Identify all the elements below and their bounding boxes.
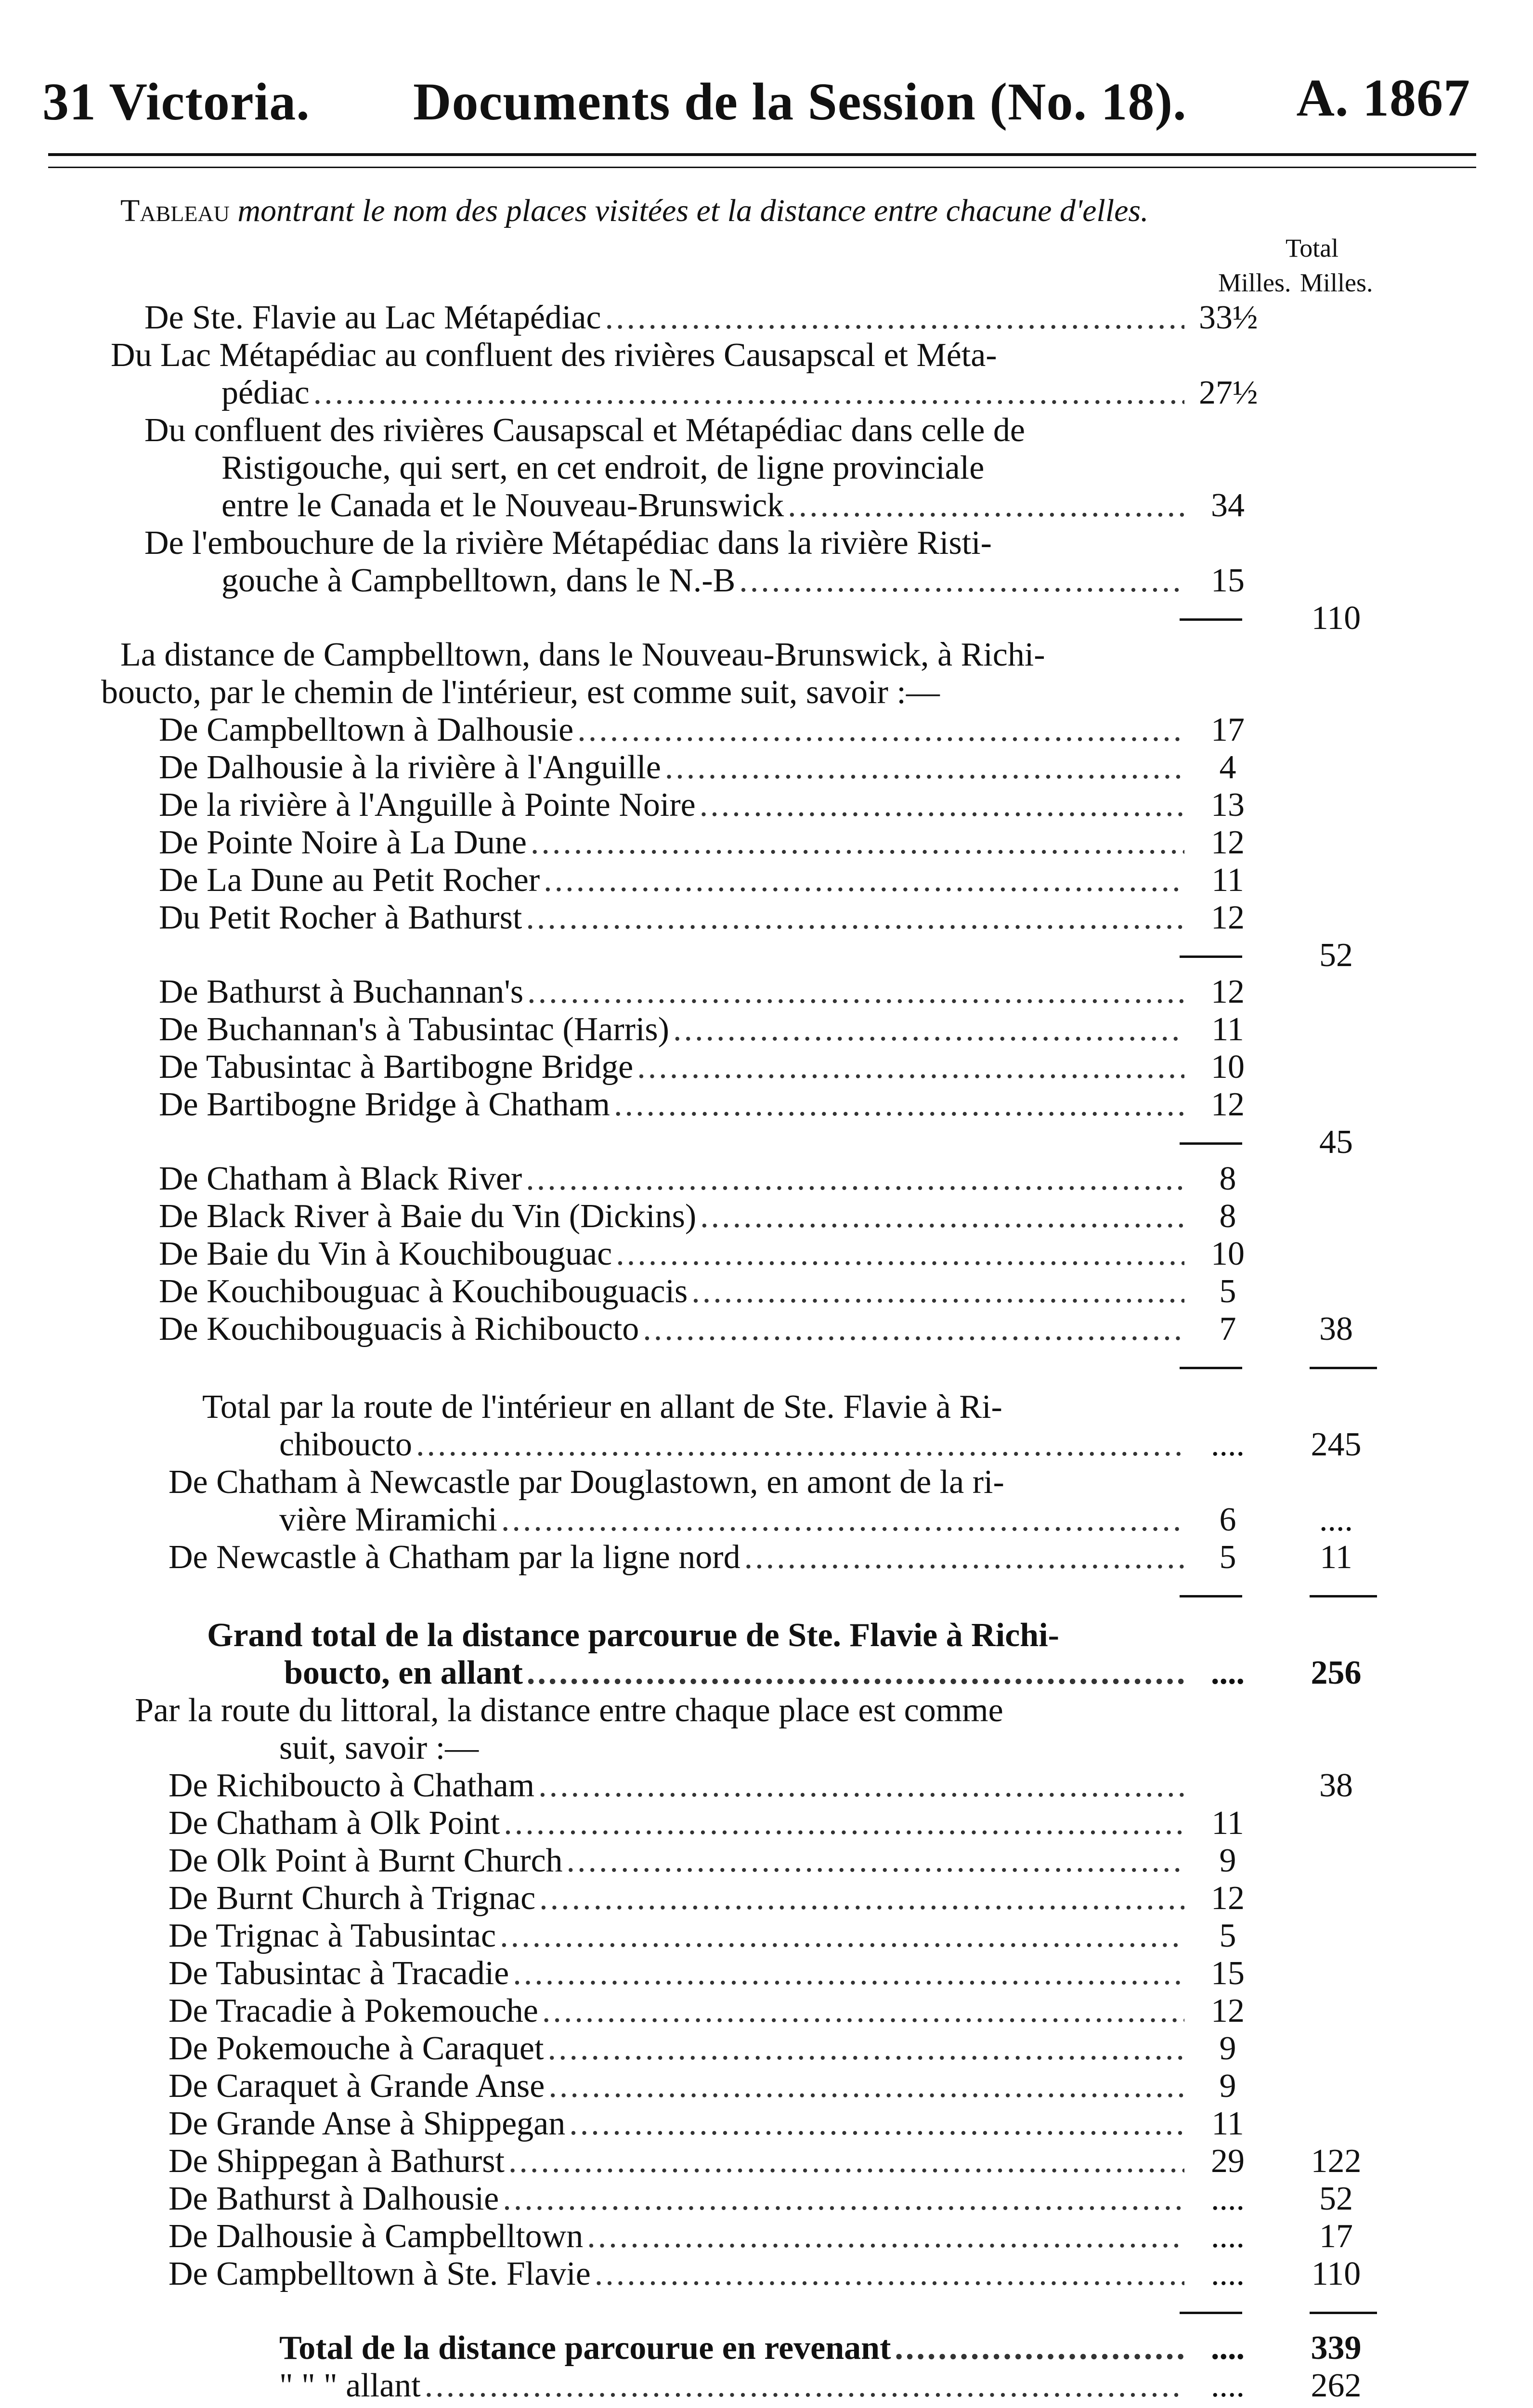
table-row (0, 562, 1533, 599)
row-label (169, 2105, 1184, 2143)
table-row (0, 936, 1533, 973)
table-row (0, 2367, 1533, 2404)
heading-text: montrant le nom des places visitées et la distance entre chacune d'elles. (237, 193, 1149, 228)
header-rule (48, 153, 1476, 156)
row-label (284, 1654, 1184, 1692)
table-row (0, 1348, 1533, 1388)
row-label (169, 2067, 1184, 2106)
table-row (0, 1272, 1533, 1310)
row-label-text: La distance de Campbelltown, dans le Nouveau-Brunswick, à Richi- (120, 636, 1045, 673)
leader-dots (739, 562, 1184, 600)
row-label-text: De Bathurst à Buchannan's (159, 973, 524, 1010)
table-row (0, 1691, 1533, 1729)
sum-rule (1180, 1595, 1242, 1597)
leader-dots (788, 486, 1184, 525)
distance-table (0, 299, 1533, 2408)
table-row (0, 1197, 1533, 1235)
row-label-text: De Tracadie à Pokemouche (169, 1992, 538, 2029)
total-value: 110 (1311, 2255, 1361, 2292)
row-label (159, 1160, 1184, 1198)
row-label (159, 824, 1184, 862)
table-row (0, 1767, 1533, 1804)
row-label-text: Total de la distance parcourue en revenant (279, 2329, 891, 2367)
row-label-text: De Shippegan à Bathurst (169, 2143, 505, 2180)
table-row (0, 486, 1533, 524)
leader-dots (542, 1992, 1184, 2030)
table-row (0, 673, 1533, 711)
table-row (0, 411, 1533, 449)
leader-dots (605, 299, 1185, 337)
leader-dots (569, 2105, 1184, 2143)
table-row (0, 449, 1533, 486)
row-label (159, 1310, 1184, 1348)
row-label (221, 449, 1184, 487)
total-value: 17 (1319, 2218, 1353, 2255)
table-row (0, 1954, 1533, 1992)
total-value: 262 (1311, 2367, 1362, 2404)
row-label (111, 336, 1184, 375)
row-label-text: De Newcastle à Chatham par la ligne nord (169, 1539, 741, 1576)
total-value: 339 (1311, 2329, 1362, 2367)
total-value: 52 (1319, 2180, 1353, 2217)
leader-dots (513, 1954, 1184, 1993)
row-label (159, 1010, 1184, 1049)
leader-dots (616, 1235, 1184, 1273)
row-label (159, 1235, 1184, 1273)
sum-rule (1180, 1367, 1242, 1369)
row-label (221, 374, 1184, 412)
row-label (169, 2255, 1184, 2293)
milles-value: 8 (1219, 1198, 1236, 1235)
table-row (0, 1917, 1533, 1954)
table-row (0, 824, 1533, 861)
table-row (0, 1992, 1533, 2029)
total-value: 122 (1311, 2143, 1362, 2180)
table-row (0, 1538, 1533, 1576)
row-label-text: De Tabusintac à Tracadie (169, 1955, 509, 1992)
table-row (0, 599, 1533, 636)
milles-value: 4 (1219, 749, 1236, 786)
leader-dots (538, 1767, 1184, 1805)
row-label-text: " " " allant (279, 2367, 421, 2404)
milles-value: 11 (1211, 862, 1244, 899)
leader-dots (895, 2329, 1184, 2368)
row-label-text: De Chatham à Black River (159, 1160, 522, 1197)
milles-value: 5 (1219, 1273, 1236, 1310)
heading-tableau: Tableau (120, 193, 230, 228)
row-label-text: De Bartibogne Bridge à Chatham (159, 1086, 610, 1123)
milles-value: 15 (1211, 562, 1245, 599)
milles-value: 10 (1211, 1235, 1245, 1272)
milles-value: 9 (1219, 2030, 1236, 2067)
column-milles: Milles. (1218, 268, 1291, 297)
row-label-text: boucto, en allant (284, 1654, 523, 1691)
table-row (0, 1501, 1533, 1538)
milles-value: 11 (1211, 1011, 1244, 1048)
row-label (159, 711, 1184, 749)
row-label (169, 1767, 1184, 1805)
table-row (0, 1048, 1533, 1086)
leader-dots (547, 2029, 1184, 2068)
row-label (169, 1842, 1184, 1880)
leader-dots (673, 1010, 1184, 1049)
row-label-text: De Trignac à Tabusintac (169, 1917, 496, 1954)
milles-value: 6 (1219, 1501, 1236, 1538)
row-label (221, 486, 1184, 525)
row-label (169, 1917, 1184, 1955)
table-row (0, 1463, 1533, 1501)
table-row (0, 1123, 1533, 1160)
table-row (0, 1310, 1533, 1348)
header-title: Documents de la Session (No. 18). (413, 72, 1187, 131)
leader-dots (526, 899, 1184, 937)
leader-dots (500, 1917, 1184, 1955)
leader-dots (313, 374, 1184, 412)
leader-dots (526, 1160, 1184, 1198)
leader-dots (544, 861, 1184, 900)
milles-value: 33½ (1199, 299, 1258, 336)
milles-value: 9 (1219, 1842, 1236, 1879)
total-value: 52 (1319, 937, 1353, 974)
table-row (0, 1576, 1533, 1616)
milles-value: .... (1211, 2329, 1245, 2367)
row-label (135, 1691, 1184, 1730)
milles-value: 27½ (1199, 374, 1258, 411)
leader-dots (527, 1654, 1184, 1692)
table-row (0, 861, 1533, 899)
row-label-text: De Tabusintac à Bartibogne Bridge (159, 1048, 634, 1086)
row-label (169, 2217, 1184, 2256)
row-label-text: Ristigouche, qui sert, en cet endroit, de ligne provinciale (221, 449, 985, 486)
row-label (159, 786, 1184, 824)
row-label-text: gouche à Campbelltown, dans le N.-B (221, 562, 736, 599)
sum-rule (1310, 1367, 1377, 1369)
row-label (144, 299, 1184, 337)
row-label-text: De Black River à Baie du Vin (Dickins) (159, 1198, 697, 1235)
total-value: 38 (1319, 1767, 1353, 1804)
row-label (169, 1992, 1184, 2030)
leader-dots (508, 2142, 1184, 2181)
total-value: .... (1319, 1501, 1353, 1538)
row-label (159, 1272, 1184, 1311)
milles-value: 8 (1219, 1160, 1236, 1197)
row-label-text: De Chatham à Olk Point (169, 1805, 500, 1842)
table-row (0, 1842, 1533, 1879)
milles-value: 11 (1211, 2105, 1244, 2142)
total-value: 256 (1311, 1654, 1362, 1691)
row-label-text: De Dalhousie à la rivière à l'Anguille (159, 749, 661, 786)
row-label (120, 636, 1184, 674)
table-row (0, 748, 1533, 786)
leader-dots (416, 1426, 1184, 1464)
row-label (159, 899, 1184, 937)
milles-value: 10 (1211, 1048, 1245, 1086)
header-year: A. 1867 (1296, 68, 1470, 127)
table-heading (120, 193, 1149, 229)
row-label (169, 2180, 1184, 2218)
milles-value: .... (1211, 1426, 1245, 1463)
row-label-text: Du confluent des rivières Causapscal et Métapédiac dans celle de (144, 412, 1025, 449)
milles-value: 17 (1211, 711, 1245, 748)
table-row (0, 711, 1533, 748)
table-row (0, 2105, 1533, 2142)
table-row (0, 1426, 1533, 1463)
table-row (0, 336, 1533, 374)
row-label (279, 1426, 1184, 1464)
milles-value: .... (1211, 1654, 1245, 1691)
table-row (0, 2255, 1533, 2292)
leader-dots (539, 1879, 1184, 1918)
milles-value: .... (1211, 2180, 1245, 2217)
leader-dots (700, 786, 1184, 824)
total-value: 11 (1320, 1539, 1352, 1576)
sum-rule (1180, 955, 1242, 958)
milles-value: 29 (1211, 2143, 1245, 2180)
row-label-text: De Grande Anse à Shippegan (169, 2105, 566, 2142)
row-label-text: Par la route du littoral, la distance entre chaque place est comme (135, 1692, 1003, 1729)
total-value: 110 (1311, 600, 1361, 637)
milles-value: 9 (1219, 2068, 1236, 2105)
milles-value: 12 (1211, 973, 1245, 1010)
row-label-text: De Richiboucto à Chatham (169, 1767, 535, 1804)
row-label-text: De Kouchibouguacis à Richiboucto (159, 1310, 639, 1348)
table-row (0, 973, 1533, 1010)
column-total-line1: Total (1286, 234, 1339, 262)
row-label (159, 861, 1184, 900)
table-row (0, 899, 1533, 936)
row-label-text: De Ste. Flavie au Lac Métapédiac (144, 299, 601, 336)
row-label (279, 1729, 1184, 1767)
row-label (279, 2329, 1184, 2368)
table-row (0, 1235, 1533, 1272)
row-label (202, 1388, 1184, 1426)
row-label-text: De Kouchibouguac à Kouchibouguacis (159, 1273, 688, 1310)
row-label (159, 973, 1184, 1011)
row-label-text: De Caraquet à Grande Anse (169, 2068, 545, 2105)
row-label (159, 1048, 1184, 1086)
leader-dots (587, 2217, 1184, 2256)
row-label-text: De Chatham à Newcastle par Douglastown, en amont de la ri- (169, 1464, 1004, 1501)
table-row (0, 299, 1533, 336)
leader-dots (504, 1804, 1184, 1843)
row-label (101, 673, 1184, 712)
total-value: 45 (1319, 1124, 1353, 1161)
row-label (169, 1804, 1184, 1843)
row-label-text: pédiac (221, 374, 310, 411)
table-row (0, 1654, 1533, 1691)
table-row (0, 1616, 1533, 1654)
row-label (169, 1463, 1184, 1502)
table-row (0, 2217, 1533, 2255)
leader-dots (567, 1842, 1184, 1880)
total-value: 38 (1319, 1310, 1353, 1348)
sum-rule (1310, 2312, 1377, 2314)
leader-dots (501, 1501, 1184, 1539)
table-row (0, 786, 1533, 824)
table-row (0, 2329, 1533, 2367)
row-label-text: De l'embouchure de la rivière Métapédiac dans la rivière Risti- (144, 524, 992, 562)
milles-value: 34 (1211, 487, 1245, 524)
row-label (279, 1501, 1184, 1539)
table-row (0, 374, 1533, 411)
table-row (0, 1729, 1533, 1767)
row-label-text: De Bathurst à Dalhousie (169, 2180, 499, 2217)
row-label-text: entre le Canada et le Nouveau-Brunswick (221, 487, 784, 524)
table-row (0, 2067, 1533, 2105)
leader-dots (595, 2255, 1184, 2293)
table-row (0, 1879, 1533, 1917)
row-label (221, 562, 1184, 600)
row-label (159, 1086, 1184, 1124)
leader-dots (577, 711, 1184, 749)
row-label (144, 411, 1184, 450)
table-row (0, 1010, 1533, 1048)
leader-dots (548, 2067, 1184, 2106)
header-session: 31 Victoria. (42, 72, 310, 131)
row-label (169, 1954, 1184, 1993)
table-row (0, 636, 1533, 673)
row-label-text: De Baie du Vin à Kouchibouguac (159, 1235, 612, 1272)
leader-dots (531, 824, 1184, 862)
table-row (0, 2292, 1533, 2329)
leader-dots (665, 748, 1184, 787)
row-label-text: De La Dune au Petit Rocher (159, 862, 540, 899)
table-row (0, 2029, 1533, 2067)
table-row (0, 1804, 1533, 1842)
row-label (169, 1538, 1184, 1577)
leader-dots (614, 1086, 1184, 1124)
row-label-text: De Pointe Noire à La Dune (159, 824, 527, 861)
row-label (279, 2367, 1184, 2405)
milles-value: 12 (1211, 1992, 1245, 2029)
milles-value: 5 (1219, 1539, 1236, 1576)
table-row (0, 1388, 1533, 1426)
row-label-text: De Olk Point à Burnt Church (169, 1842, 563, 1879)
leader-dots (425, 2367, 1184, 2405)
milles-value: 7 (1219, 1310, 1236, 1348)
column-total-line2: Milles. (1300, 268, 1373, 297)
row-label-text: vière Miramichi (279, 1501, 497, 1538)
row-label-text: De Pokemouche à Caraquet (169, 2030, 544, 2067)
row-label-text: De Campbelltown à Ste. Flavie (169, 2255, 591, 2292)
row-label-text: Du Lac Métapédiac au confluent des rivières Causapscal et Méta- (111, 337, 997, 374)
header-rule-thin (48, 167, 1476, 168)
row-label (169, 2029, 1184, 2068)
milles-value: 11 (1211, 1805, 1244, 1842)
sum-rule (1180, 618, 1242, 621)
row-label-text: De Dalhousie à Campbelltown (169, 2218, 584, 2255)
sum-rule (1180, 1142, 1242, 1145)
milles-value: 15 (1211, 1955, 1245, 1992)
row-label-text: chiboucto (279, 1426, 413, 1463)
leader-dots (744, 1538, 1184, 1577)
milles-value: 12 (1211, 1086, 1245, 1123)
sum-rule (1310, 1595, 1377, 1597)
milles-value: 5 (1219, 1917, 1236, 1954)
total-value: 245 (1311, 1426, 1362, 1463)
row-label-text: Du Petit Rocher à Bathurst (159, 899, 522, 936)
table-row (0, 1160, 1533, 1197)
row-label-text: De Campbelltown à Dalhousie (159, 711, 574, 748)
row-label (207, 1616, 1184, 1655)
row-label-text: boucto, par le chemin de l'intérieur, est comme suit, savoir :— (101, 674, 940, 711)
row-label-text: De la rivière à l'Anguille à Pointe Noire (159, 786, 696, 824)
row-label-text: De Buchannan's à Tabusintac (Harris) (159, 1011, 669, 1048)
leader-dots (691, 1272, 1184, 1311)
leader-dots (643, 1310, 1184, 1348)
row-label (159, 748, 1184, 787)
milles-value: .... (1211, 2367, 1245, 2404)
table-row (0, 2142, 1533, 2180)
row-label (169, 1879, 1184, 1918)
leader-dots (527, 973, 1184, 1011)
leader-dots (503, 2180, 1184, 2218)
milles-value: .... (1211, 2255, 1245, 2292)
row-label-text: De Burnt Church à Trignac (169, 1880, 536, 1917)
row-label (144, 524, 1184, 563)
row-label-text: suit, savoir :— (279, 1729, 479, 1767)
milles-value: 12 (1211, 899, 1245, 936)
milles-value: 12 (1211, 824, 1245, 861)
milles-value: .... (1211, 2218, 1245, 2255)
row-label (169, 2142, 1184, 2181)
row-label-text: Grand total de la distance parcourue de Ste. Flavie à Richi- (207, 1617, 1059, 1654)
table-row (0, 1086, 1533, 1123)
milles-value: 12 (1211, 1880, 1245, 1917)
leader-dots (700, 1197, 1184, 1236)
milles-value: 13 (1211, 786, 1245, 824)
row-label-text: Total par la route de l'intérieur en allant de Ste. Flavie à Ri- (202, 1388, 1002, 1426)
row-label (159, 1197, 1184, 1236)
table-row (0, 2180, 1533, 2217)
sum-rule (1180, 2312, 1242, 2314)
table-row (0, 524, 1533, 562)
leader-dots (637, 1048, 1184, 1086)
table-row (0, 2404, 1533, 2408)
